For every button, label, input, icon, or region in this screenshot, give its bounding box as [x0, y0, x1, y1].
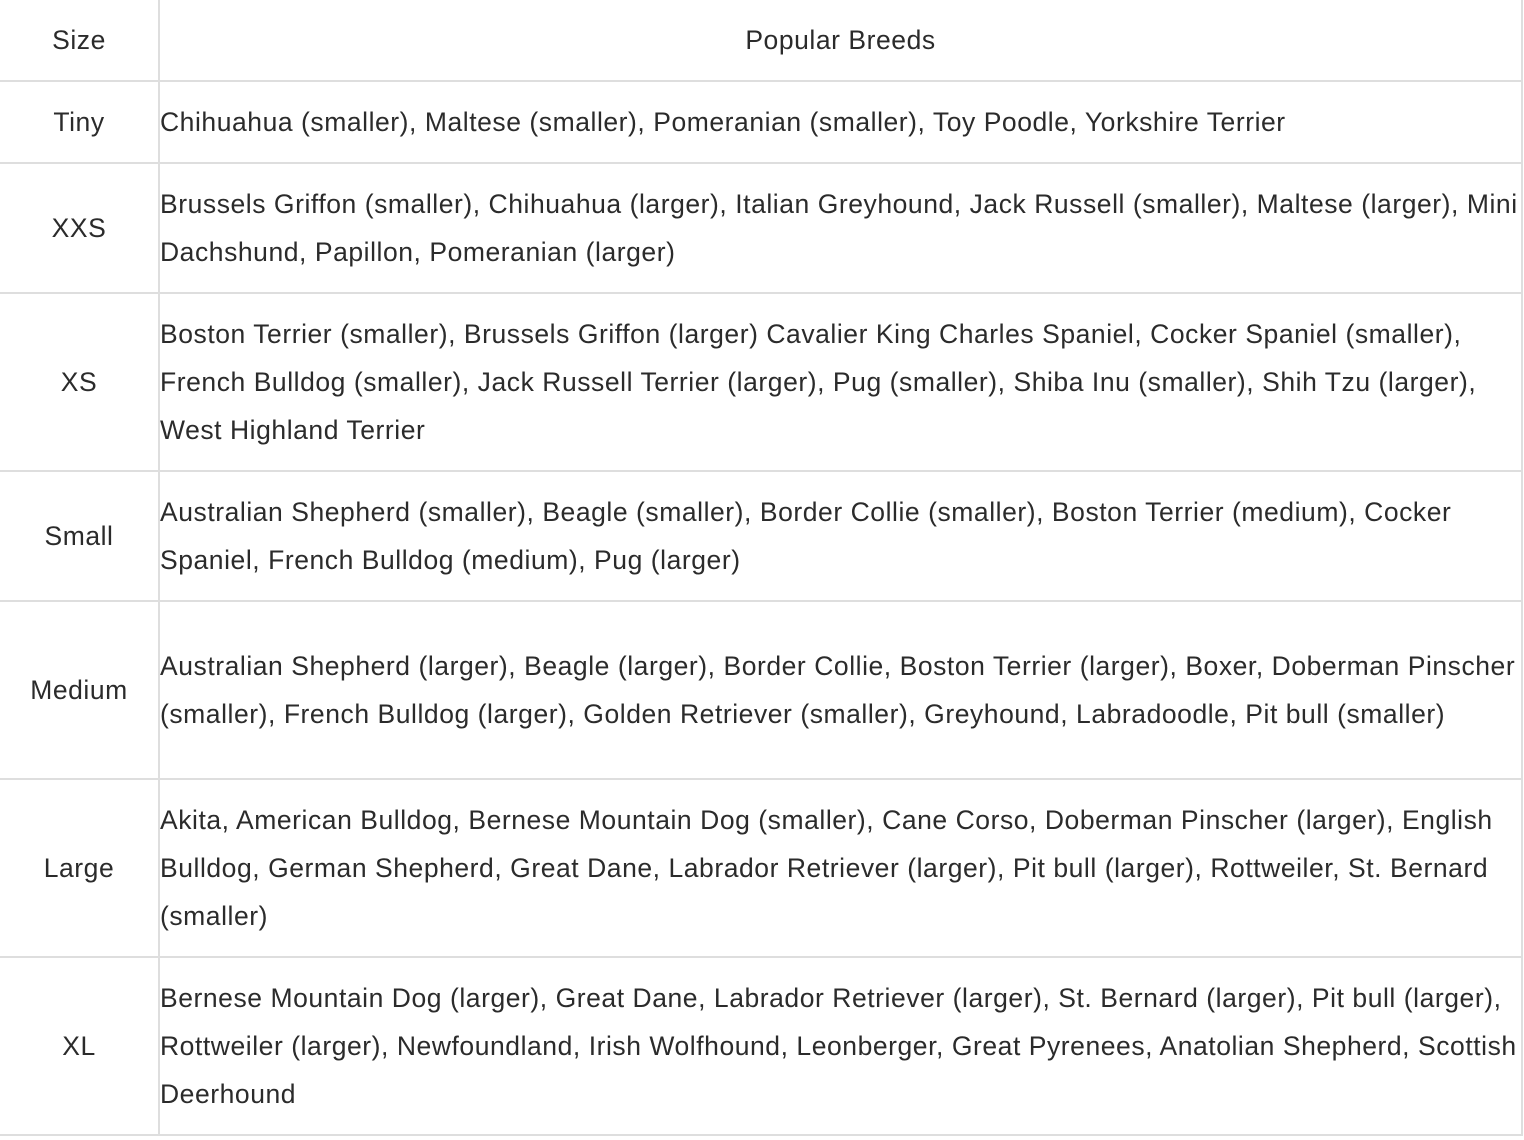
table-row [0, 293, 1522, 471]
breeds-cell: Akita, American Bulldog, Bernese Mountain Dog (smaller), Cane Corso, Doberman Pinscher (larger), English Bulldog, German Shepherd, Great Dane, Labrador Retriever (larger), Pit bull (larger), Rottweiler, St. Bernard (smaller) [159, 779, 1522, 957]
size-cell: Large [0, 779, 159, 957]
breeds-cell: Australian Shepherd (larger), Beagle (larger), Border Collie, Boston Terrier (larger), Boxer, Doberman Pinscher (smaller), French Bulldog (larger), Golden Retriever (smaller), Greyhound, Labradoodle, Pit bull (smaller) [159, 601, 1522, 779]
table-row [0, 957, 1522, 1135]
size-cell: XS [0, 293, 159, 471]
size-cell: Small [0, 471, 159, 601]
header-popular-breeds: Popular Breeds [159, 0, 1522, 81]
size-cell: Tiny [0, 81, 159, 163]
size-cell: XXS [0, 163, 159, 293]
header-size: Size [0, 0, 159, 81]
size-cell: XL [0, 957, 159, 1135]
breeds-cell: Brussels Griffon (smaller), Chihuahua (larger), Italian Greyhound, Jack Russell (smaller), Maltese (larger), Mini Dachshund, Papillon, Pomeranian (larger) [159, 163, 1522, 293]
breeds-cell: Australian Shepherd (smaller), Beagle (smaller), Border Collie (smaller), Boston Terrier (medium), Cocker Spaniel, French Bulldog (medium), Pug (larger) [159, 471, 1522, 601]
table-row [0, 81, 1522, 163]
table-header-row [0, 0, 1522, 81]
table-row [0, 601, 1522, 779]
table-row [0, 471, 1522, 601]
breeds-cell: Bernese Mountain Dog (larger), Great Dane, Labrador Retriever (larger), St. Bernard (larger), Pit bull (larger), Rottweiler (larger), Newfoundland, Irish Wolfhound, Leonberger, Great Pyrenees, Anatolian Shepherd, Scottish Deerhound [159, 957, 1522, 1135]
size-cell: Medium [0, 601, 159, 779]
table-row [0, 163, 1522, 293]
breeds-cell: Chihuahua (smaller), Maltese (smaller), Pomeranian (smaller), Toy Poodle, Yorkshire Terrier [159, 81, 1522, 163]
table-row [0, 779, 1522, 957]
breeds-cell: Boston Terrier (smaller), Brussels Griffon (larger) Cavalier King Charles Spaniel, Cocker Spaniel (smaller), French Bulldog (smaller), Jack Russell Terrier (larger), Pug (smaller), Shiba Inu (smaller), Shih Tzu (larger), West Highland Terrier [159, 293, 1522, 471]
